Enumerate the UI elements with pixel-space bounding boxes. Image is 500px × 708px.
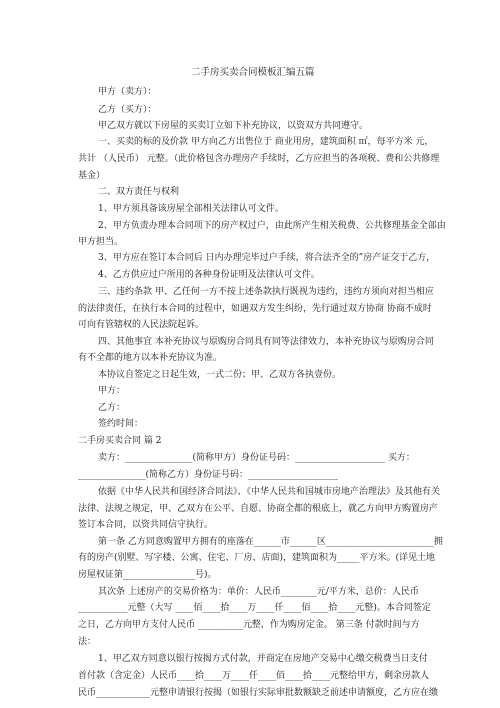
document-title: 二手房买卖合同模板汇编五篇 xyxy=(191,67,315,78)
clause-line: 1、甲乙双方同意以银行按揭方式付款，并商定在房地产交易中心缴交税费当日支付 xyxy=(98,654,428,664)
paragraph-line: 4、乙方供应过户所用的各种身份证明及法律认可文件。 xyxy=(98,270,320,280)
paragraph-line: 可向有管辖权的人民法院起诉。 xyxy=(78,320,205,330)
paragraph-line: 依据《中华人民共和国经济合同法》、《中华人民共和国城市房地产治理法》及其他有关 xyxy=(98,487,441,497)
clause-line: 法： xyxy=(78,637,97,647)
clause-line: 民币____________元整申请银行按揭（如银行实际审批数额缺乏前述申请额度，乙方应在缴 xyxy=(78,688,439,698)
signature-party-b: 乙方： xyxy=(98,403,126,413)
clause-line: 其次条 上述房产的交易价格为：单价：人民币________元/平方米，总价：人民币 xyxy=(98,587,419,597)
paragraph-line: 基金） xyxy=(78,171,106,181)
paragraph-line: 1、甲方须具备该房屋全部相关法律认可文件。 xyxy=(98,204,284,214)
signature-party-a: 甲方： xyxy=(98,386,126,396)
paragraph-line: 一、买卖的标的及价款 甲方向乙方出售位于 商业用房，建筑面积 ㎡，每平方米 元， xyxy=(98,137,434,147)
paragraph-line: 甲乙双方就以下房屋的买卖订立如下补充协议，以资双方共同遵守。 xyxy=(98,121,369,131)
clause-line: 房屋权证第________________号)。 xyxy=(78,570,217,580)
paragraph-line: 2、甲方负责办理本合同项下的房产权过户，由此所产生相关税费、公共修理基金全部由 xyxy=(98,221,446,231)
clause-line: 首付款（含定金）人民币____拾____万____仟____佰____拾____元整给甲方，剩余房款人 xyxy=(78,671,430,681)
section-heading: 二、双方责任与权利 xyxy=(98,187,180,197)
paragraph-line: 共计 （人民币） 元整。（此价格包含办理房产手续时，乙方应担当的各项税、费和公共修理 xyxy=(78,154,440,164)
paragraph-line: 三、违约条款 甲、乙任何一方不按上述条款执行既视为违约，违约方须向对担当相应 xyxy=(98,287,434,297)
clause-line: 第一条 乙方同意购置甲方拥有的座落在______市______区________________________拥 xyxy=(98,537,443,547)
section-title: 二手房买卖合同 篇 2 xyxy=(78,436,162,446)
clause-line: ___________元整（大写 ____佰____拾____万____仟____佰____拾____元整)。本合同签定 xyxy=(78,603,431,613)
clause-line: 有的房产(别墅、写字楼、公寓、住宅、厂房、店面)，建筑面积为_____平方米。(详见土地 xyxy=(78,553,436,563)
party-a-line: 甲方（卖方）： xyxy=(98,87,157,97)
paragraph-line: 3、甲方应在签订本合同后 日内办理完毕过户手续，将合法齐全的”房产证交于乙方， xyxy=(98,253,436,263)
seller-line: 卖方：_______________(简称甲方）身份证号码：____________________ 买方： xyxy=(98,453,415,463)
paragraph-line: 的法律责任，在执行本合同的过程中，如遇双方发生纠纷，先行通过双方协商 协商不成时 xyxy=(78,304,432,314)
buyer-line: _______________(简称乙方）身份证号码：____________________ xyxy=(78,470,339,480)
paragraph-line: 本协议自签定之日起生效，一式二份；甲、乙双方各执壹份。 xyxy=(98,370,342,380)
paragraph-line: 签订本合同，以资共同信守执行。 xyxy=(78,520,214,530)
signing-date: 签约时间： xyxy=(98,419,144,429)
paragraph-line: 甲方担当。 xyxy=(78,237,124,247)
paragraph-line: 有不全都的地方以本补充协议为准。 xyxy=(78,353,223,363)
clause-line: 之日，乙方向甲方支付人民币 __________元整，作为购房定金。 第三条 付款时间与方 xyxy=(78,620,420,630)
paragraph-line: 法律、法规之规定，甲、乙双方在公平、自愿、协商全都的根底上，就乙方向甲方购置房产 xyxy=(78,504,439,514)
party-b-line: 乙方（买方）： xyxy=(98,105,157,115)
paragraph-line: 四、其他事宜 本补充协议与原购房合同具有同等法律效力，本补充协议与原购房合同 xyxy=(98,337,434,347)
